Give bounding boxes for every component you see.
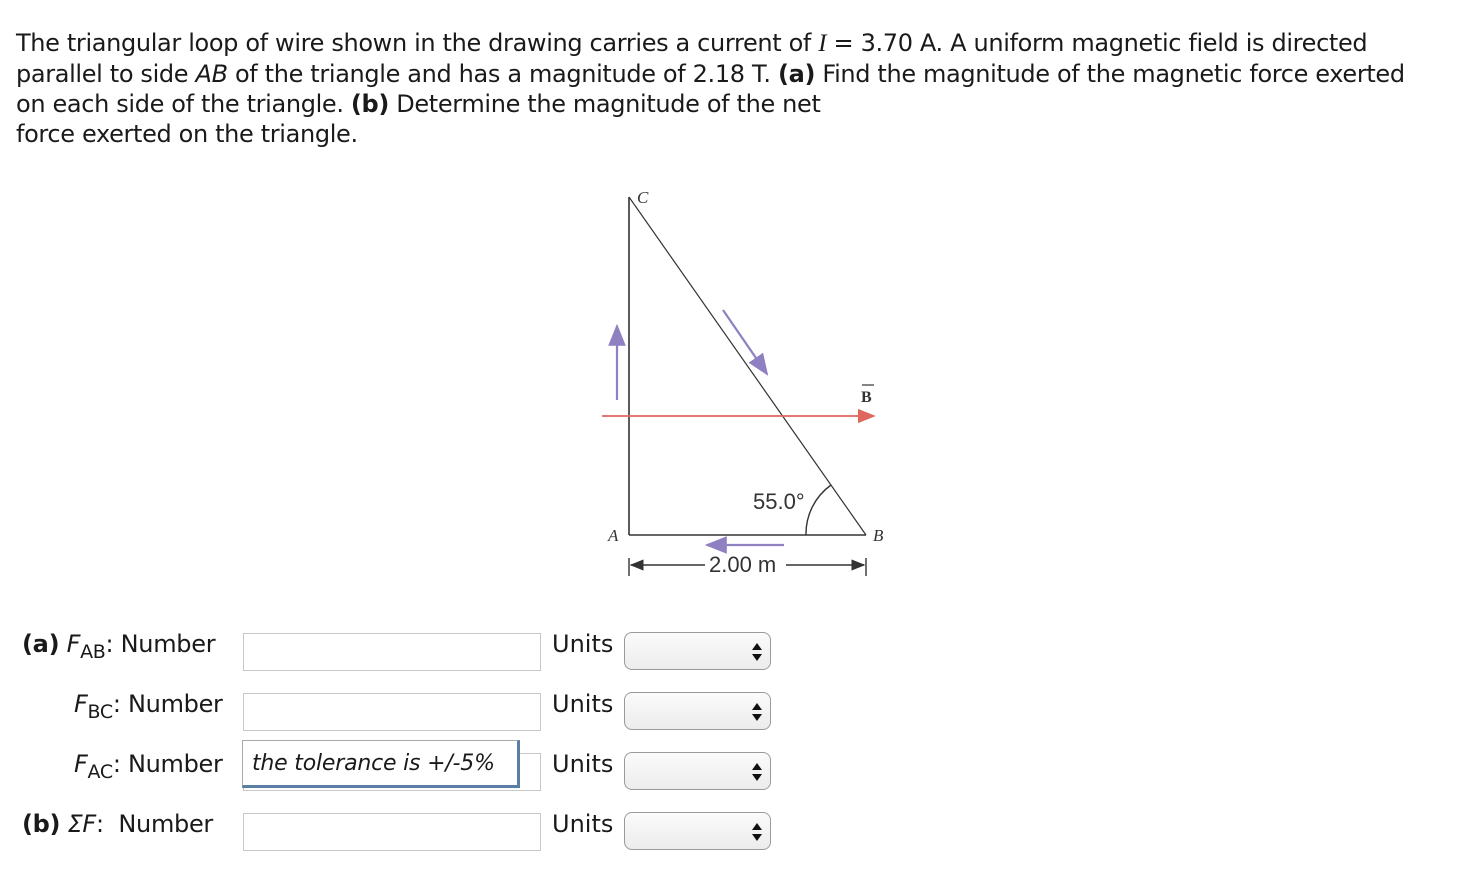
angle-arc [806,485,831,535]
fab-units-select[interactable] [624,632,771,670]
vertex-a-label: A [608,526,619,545]
question-fac-label: $F_{AC}$: Number [74,750,223,783]
triangle-diagram [560,176,900,586]
angle-label: 55.0° [753,489,805,514]
problem-line-1: The triangular loop of wire shown in the drawing carries a current of I = 3.70 A. A uniform magnetic field is directed [16,29,1368,57]
fac-units-label: Units [552,750,614,778]
problem-line-2: parallel to side AB of the triangle and has a magnitude of 2.18 T. (a) Find the magnitude of the magnetic force exerted [16,60,1405,88]
current-arrow-bc [723,310,767,374]
net-force-units-select[interactable] [624,812,771,850]
fac-units-select[interactable] [624,752,771,790]
problem-line-3: on each side of the triangle. (b) Determine the magnitude of the net [16,90,821,118]
vertex-b-label: B [873,526,884,545]
side-bc [629,197,866,535]
fab-number-input[interactable] [243,633,541,671]
select-arrows-icon [752,822,762,842]
fbc-units-label: Units [552,690,614,718]
net-force-number-input[interactable] [243,813,541,851]
length-label: 2.00 m [709,552,777,577]
select-arrows-icon [752,642,762,662]
tolerance-tooltip: the tolerance is +/-5% [242,740,520,788]
fbc-number-input[interactable] [243,693,541,731]
problem-statement [16,28,1476,149]
fbc-units-select[interactable] [624,692,771,730]
question-net-force-label: (b) ΣF: Number [22,810,213,838]
net-force-units-label: Units [552,810,614,838]
problem-line-4: force exerted on the triangle. [16,120,358,148]
question-fbc-label: $F_{BC}$: Number [74,690,223,723]
question-fab-label: (a) $F_{AB}$: Number [22,630,216,663]
select-arrows-icon [752,702,762,722]
select-arrows-icon [752,762,762,782]
field-b-label: B [861,389,872,406]
vertex-c-label: C [637,188,649,207]
fab-units-label: Units [552,630,614,658]
